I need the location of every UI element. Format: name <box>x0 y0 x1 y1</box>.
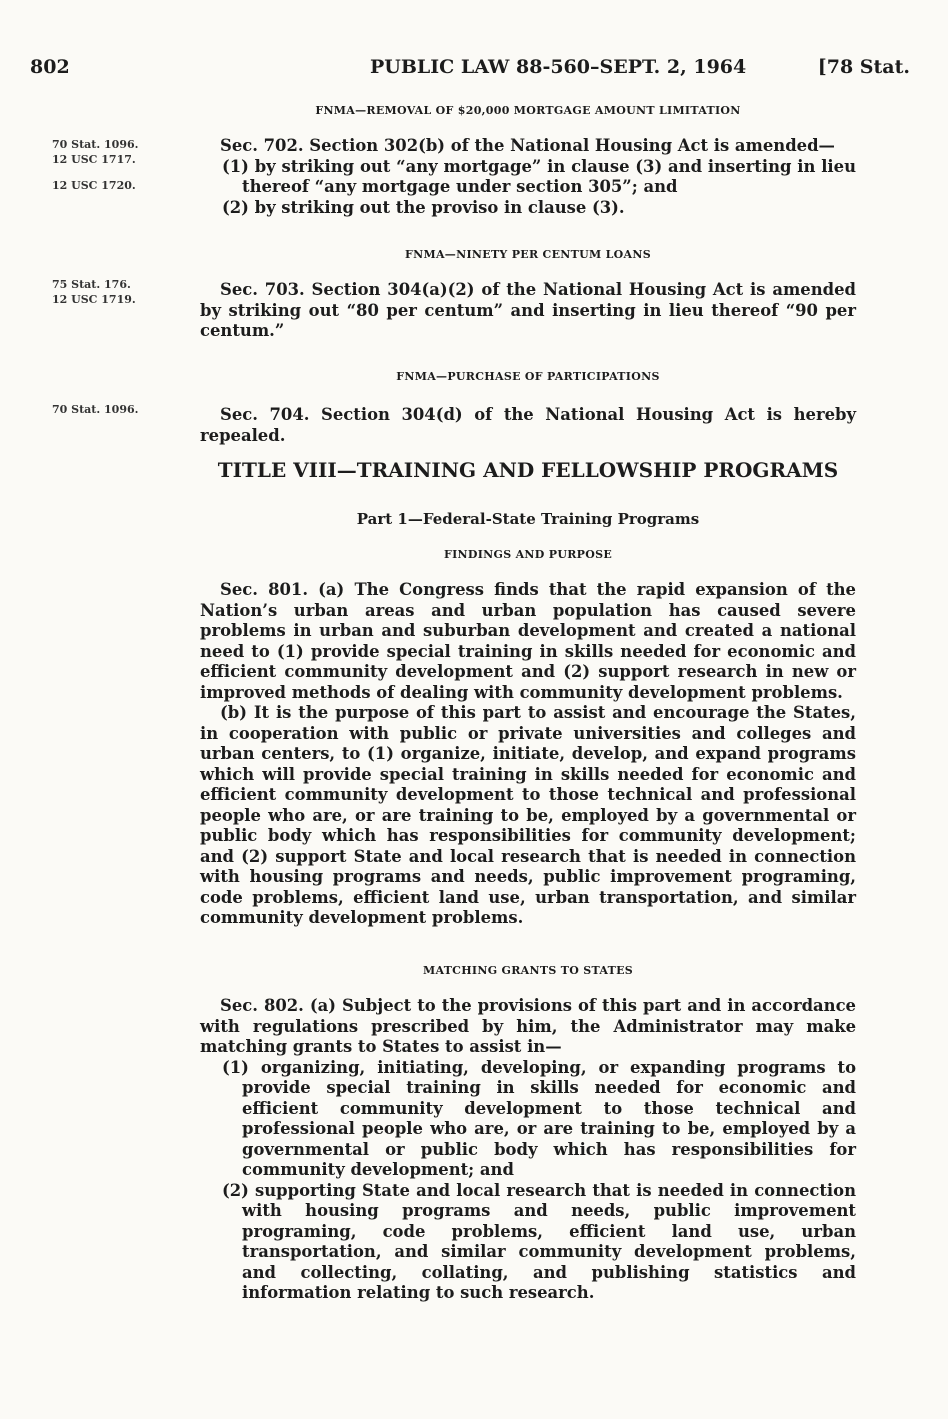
clause-item: (2) supporting State and local research that is needed in connection with housing programs and needs, public improvement programing, code problems, efficient land use, urban transportation, and similar community development problems, and collecting, collating, and publishing statistics and information relating to such research. <box>222 1180 856 1302</box>
section-text: Sec. 802. (a) Subject to the provisions of this part and in accordance with regulations prescribed by him, the Administrator may make matching grants to States to assist in— <box>200 996 856 1056</box>
margin-note: 70 Stat. 1096. <box>52 403 139 416</box>
section-text: Sec. 703. Section 304(a)(2) of the National Housing Act is amended by striking out “80 per centum” and inserting in lieu thereof “90 per centum.” <box>200 280 856 340</box>
margin-note <box>52 137 138 167</box>
section-text: Sec. 702. Section 302(b) of the National Housing Act is amended— <box>220 136 835 155</box>
section-704 <box>200 405 856 446</box>
margin-note <box>52 277 136 307</box>
section-heading: FNMA—PURCHASE OF PARTICIPATIONS <box>396 370 660 383</box>
section-text: Sec. 704. Section 304(d) of the National Housing Act is hereby repealed. <box>200 405 856 445</box>
section-703 <box>200 280 856 342</box>
section-heading: FNMA—NINETY PER CENTUM LOANS <box>405 248 651 261</box>
statute-volume: [78 Stat. <box>817 56 910 78</box>
margin-citation: 75 Stat. 176. <box>52 278 131 291</box>
section-text: Sec. 801. (a) The Congress finds that the rapid expansion of the Nation’s urban areas and urban population has caused severe problems in urban and suburban development and created a national need to (1) provide special training in skills needed for economic and efficient community development and (2) support research in new or improved methods of dealing with community development problems. <box>200 580 856 702</box>
section-heading: MATCHING GRANTS TO STATES <box>422 964 634 977</box>
title-heading: TITLE VIII—TRAINING AND FELLOWSHIP PROGRAMS <box>217 458 839 482</box>
page-number: 802 <box>30 56 70 78</box>
part-heading: Part 1—Federal-State Training Programs <box>356 510 700 528</box>
clause-item: (2) by striking out the proviso in clause (3). <box>222 197 625 217</box>
page-header <box>30 56 910 86</box>
section-802 <box>200 996 856 1304</box>
section-heading: FNMA—REMOVAL OF $20,000 MORTGAGE AMOUNT LIMITATION <box>315 104 741 117</box>
margin-citation: 70 Stat. 1096. <box>52 138 139 151</box>
margin-citation: 12 USC 1719. <box>52 293 136 306</box>
clause-item: (1) organizing, initiating, developing, or expanding programs to provide special training in skills needed for economic and efficient community development to those technical and professional people who are, or are training to be, employed by a governmental or public body which has responsibilities for community development; and <box>222 1057 856 1179</box>
margin-citation: 12 USC 1717. <box>52 153 136 166</box>
section-text: (b) It is the purpose of this part to assist and encourage the States, in cooperation with public or private universities and colleges and urban centers, to (1) organize, initiate, develop, and expand programs which will provide special training in skills needed for economic and efficient community development to those technical and professional people who are, or are training to be, employed by a governmental or public body which has responsibilities for community development; and (2) support State and local research that is needed in connection with housing programs and needs, public improvement programing, code problems, efficient land use, urban transportation, and similar community development problems. <box>200 703 856 927</box>
clause-item: (1) by striking out “any mortgage” in clause (3) and inserting in lieu thereof “any mortgage under section 305”; and <box>222 156 856 196</box>
section-heading: FINDINGS AND PURPOSE <box>443 548 613 561</box>
margin-note: 12 USC 1720. <box>52 179 136 192</box>
section-702 <box>200 136 856 218</box>
law-title: PUBLIC LAW 88-560–SEPT. 2, 1964 <box>370 56 747 78</box>
section-801 <box>200 580 856 929</box>
